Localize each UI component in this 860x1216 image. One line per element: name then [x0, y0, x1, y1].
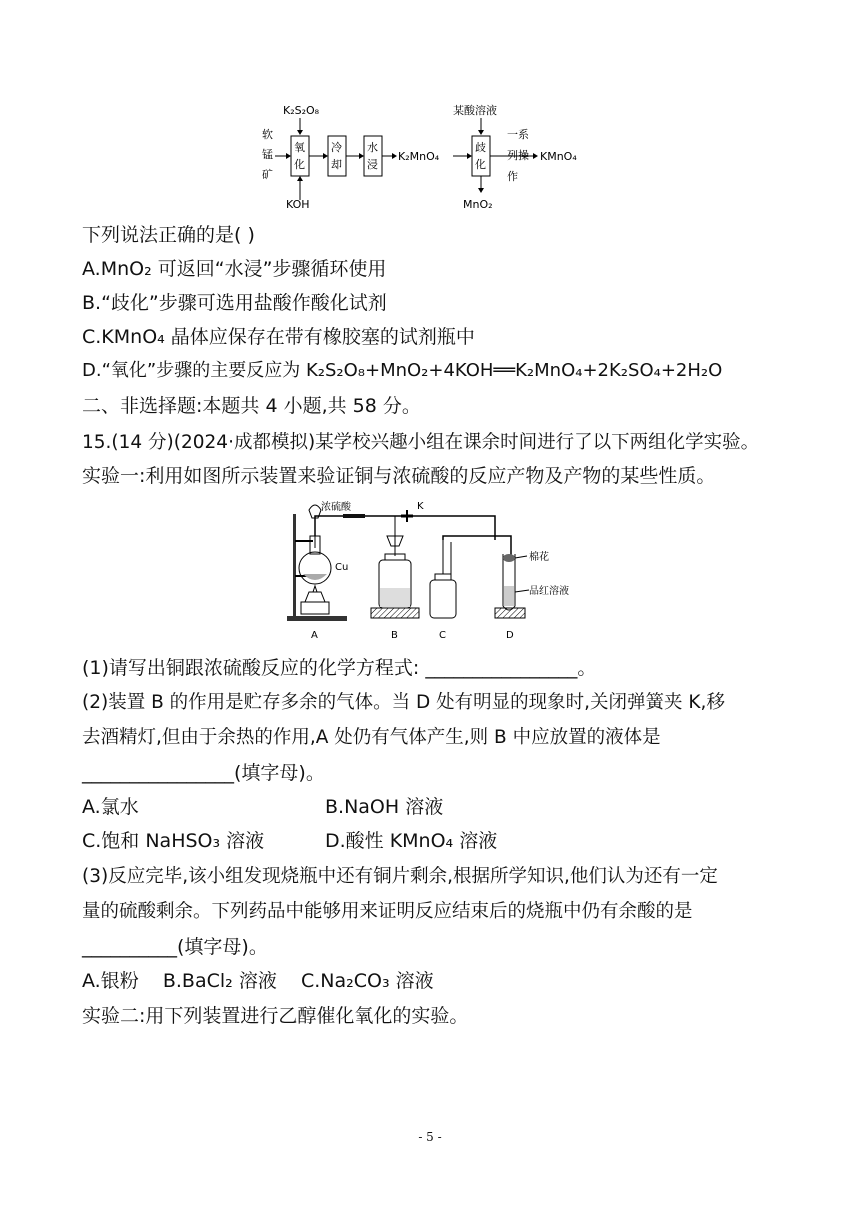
flow-k2mno4: K₂MnO₄	[398, 150, 440, 163]
q14-option-d: D.“氧化”步骤的主要反应为 K₂S₂O₈+MnO₂+4KOH══K₂MnO₄+2K₂SO₄+2H₂O	[82, 360, 723, 381]
q14-option-b: B.“歧化”步骤可选用盐酸作酸化试剂	[82, 292, 387, 314]
svg-text:冷却: 冷却	[331, 141, 342, 171]
q15-part2-line1: (2)装置 B 的作用是贮存多余的气体。当 D 处有明显的现象时,关闭弹簧夹 K,移	[82, 692, 725, 713]
q14-stem: 下列说法正确的是( )	[82, 224, 255, 246]
q15-part1: (1)请写出铜跟浓硫酸反应的化学方程式: ________________。	[82, 657, 597, 679]
apparatus-diagram	[285, 496, 590, 644]
page-number: - 5 -	[418, 1130, 442, 1144]
flow-ore: 软锰矿	[262, 128, 273, 181]
q15-part2-option-b: B.NaOH 溶液	[325, 796, 444, 818]
q15-exp1: 实验一:利用如图所示装置来验证铜与浓硫酸的反应产物及产物的某些性质。	[82, 465, 716, 487]
label-a: A	[311, 630, 318, 641]
section-title: 二、非选择题:本题共 4 小题,共 58 分。	[82, 395, 421, 417]
q15-part2-option-a: A.氯水	[82, 796, 139, 818]
label-d: D	[506, 630, 514, 641]
flow-series: 一系列操作	[507, 128, 529, 183]
flow-k2s2o8: K₂S₂O₈	[283, 104, 320, 117]
q14-option-a: A.MnO₂ 可返回“水浸”步骤循环使用	[82, 258, 387, 280]
svg-text:氧化: 氧化	[294, 141, 305, 171]
svg-text:水浸: 水浸	[367, 141, 378, 171]
q15-part3-line3: __________(填字母)。	[82, 936, 268, 958]
label-pinhong: 品红溶液	[529, 586, 569, 597]
label-c: C	[439, 630, 446, 641]
label-k: K	[417, 501, 424, 512]
label-b: B	[391, 630, 398, 641]
q15-part2-line3: ________________(填字母)。	[82, 762, 325, 784]
q15-part3-line2: 量的硫酸剩余。下列药品中能够用来证明反应结束后的烧瓶中仍有余酸的是	[82, 901, 693, 922]
flow-mno2: MnO₂	[463, 198, 493, 211]
q15-part3-line1: (3)反应完毕,该小组发现烧瓶中还有铜片剩余,根据所学知识,他们认为还有一定	[82, 866, 718, 887]
label-cu: Cu	[335, 562, 349, 573]
svg-text:歧化: 歧化	[475, 141, 486, 171]
q15-intro: 15.(14 分)(2024·成都模拟)某学校兴趣小组在课余时间进行了以下两组化学实验。	[82, 432, 760, 453]
label-acid: 浓硫酸	[321, 502, 351, 513]
q15-exp2: 实验二:用下列装置进行乙醇催化氧化的实验。	[82, 1005, 469, 1027]
label-cotton: 棉花	[529, 552, 549, 563]
q15-part2-line2: 去酒精灯,但由于余热的作用,A 处仍有气体产生,则 B 中应放置的液体是	[82, 727, 661, 748]
process-flowchart	[255, 100, 615, 212]
flow-koh: KOH	[286, 198, 310, 211]
q15-part2-option-c: C.饱和 NaHSO₃ 溶液	[82, 830, 265, 852]
flow-kmno4: KMnO₄	[540, 150, 577, 163]
q15-part2-option-d: D.酸性 KMnO₄ 溶液	[325, 830, 498, 852]
q14-option-c: C.KMnO₄ 晶体应保存在带有橡胶塞的试剂瓶中	[82, 326, 475, 348]
flow-acid: 某酸溶液	[453, 104, 497, 117]
q15-part3-options: A.银粉 B.BaCl₂ 溶液 C.Na₂CO₃ 溶液	[82, 970, 434, 992]
